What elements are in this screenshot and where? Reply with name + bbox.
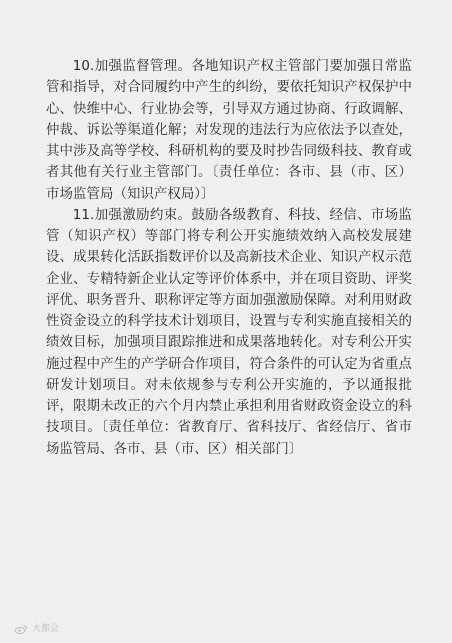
paragraph-10: 10.加强监督管理。各地知识产权主管部门要加强日常监管和指导，对合同履约中产生的纠纷，要依托知识产权保护中心、快维中心、行业协会等，引导双方通过协商、行政调解、仲裁、诉讼等渠道化解；对发现的违法行为应依法予以查处，其中涉及高等学校、科研机构的要及时抄告同级科技、教育或者其他有关行业主管部门。〔责任单位：各市、县（市、区）市场监管局（知识产权局）〕 (46, 59, 412, 202)
weibo-logo-icon (14, 624, 28, 634)
document-body (46, 56, 412, 460)
paragraph-11: 11.加强激励约束。鼓励各级教育、科技、经信、市场监管（知识产权）等部门将专利公开实施绩效纳入高校发展建设、成果转化活跃指数评价以及高新技术企业、知识产权示范企业、专精特新企业认定等评价体系中，并在项目资助、评奖评优、职务晋升、职称评定等方面加强激励保障。对利用财政性资金设立的科学技术计划项目，设置与专利实施直接相关的绩效目标，加强项目跟踪推进和成果落地转化。对专利公开实施过程中产生的产学研合作项目，符合条件的可认定为省重点研发计划项目。对未依规参与专利公开实施的，予以通报批评，限期未改正的六个月内禁止承担利用省财政资金设立的科技项目。〔责任单位：省教育厅、省科技厅、省经信厅、省市场监管局、各市、县（市、区）相关部门〕 (46, 207, 412, 457)
watermark-text: 大都会 (32, 624, 60, 634)
watermark (14, 623, 59, 635)
